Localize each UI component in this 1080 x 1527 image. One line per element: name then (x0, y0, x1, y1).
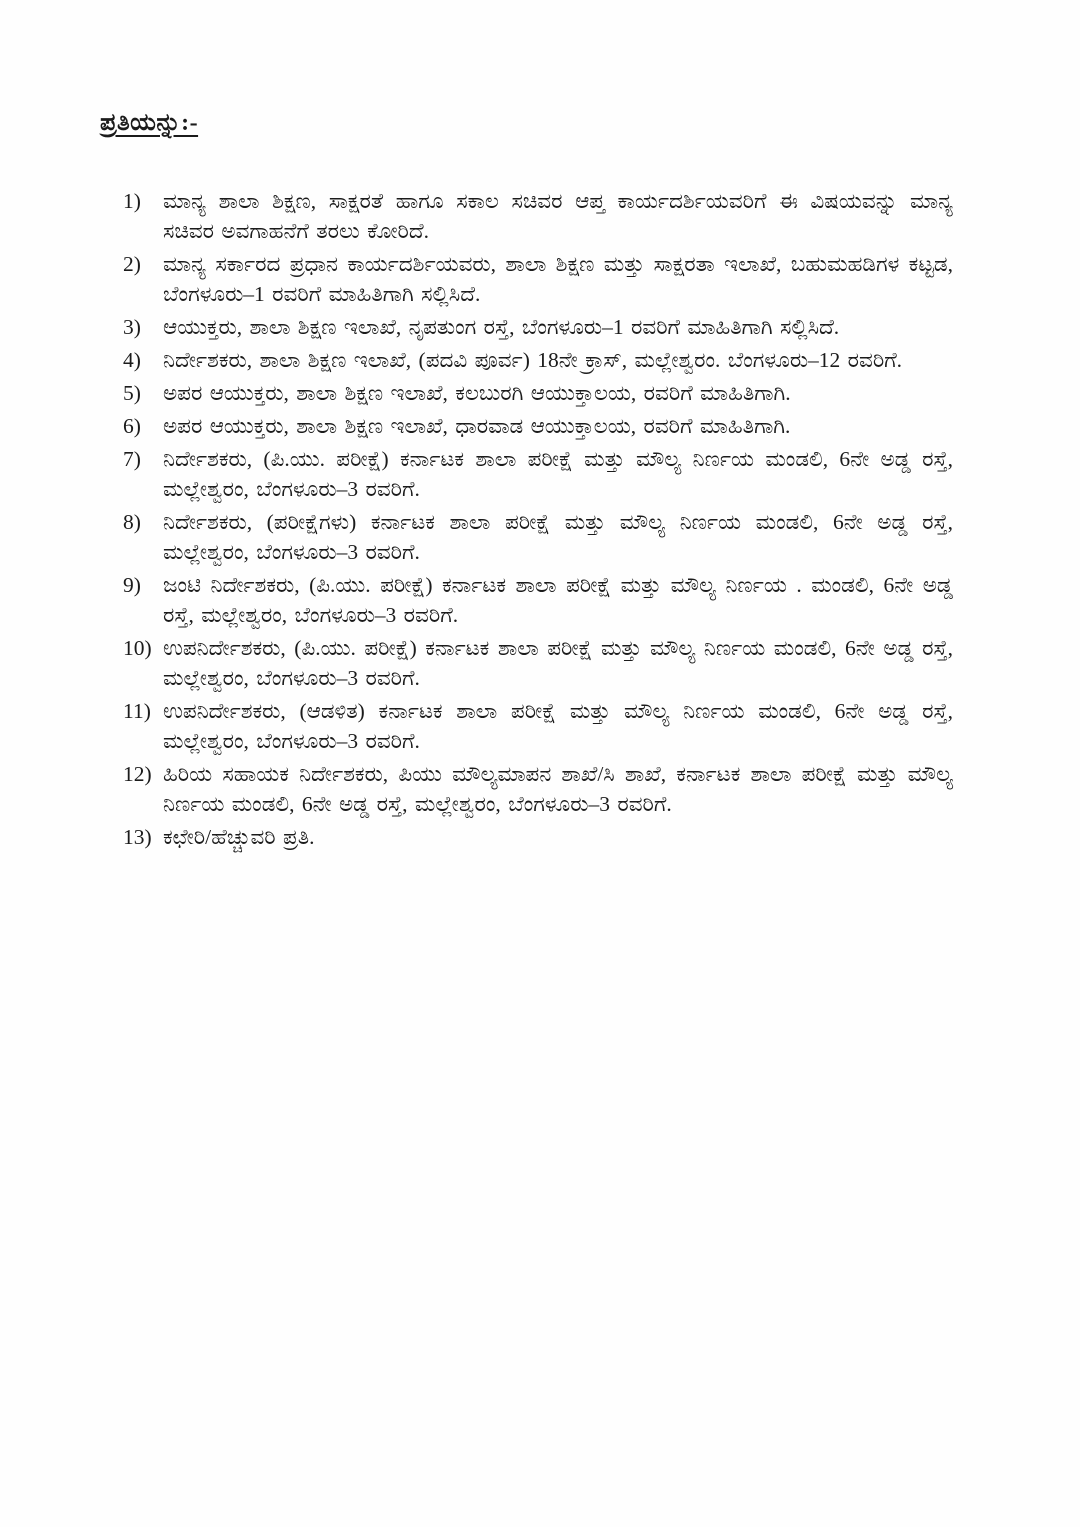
item-text: ಉಪನಿರ್ದೇಶಕರು, (ಆಡಳಿತ) ಕರ್ನಾಟಕ ಶಾಲಾ ಪರೀಕ್ಷೆ ಮತ್ತು ಮೌಲ್ಯ ನಿರ್ಣಯ ಮಂಡಲಿ, 6ನೇ ಅಡ್ಡ ರಸ್ತೆ, ಮಲ್ಲೇಶ್ವರಂ, ಬೆಂಗಳೂರು–3 ರವರಿಗೆ. (163, 699, 953, 753)
item-number: 12) (123, 762, 152, 786)
item-text: ಮಾನ್ಯ ಸರ್ಕಾರದ ಪ್ರಧಾನ ಕಾರ್ಯದರ್ಶಿಯವರು, ಶಾಲಾ ಶಿಕ್ಷಣ ಮತ್ತು ಸಾಕ್ಷರತಾ ಇಲಾಖೆ, ಬಹುಮಹಡಿಗಳ ಕಟ್ಟಡ, ಬೆಂಗಳೂರು–1 ರವರಿಗೆ ಮಾಹಿತಿಗಾಗಿ ಸಲ್ಲಿಸಿದೆ. (163, 252, 953, 306)
item-number: 13) (123, 825, 152, 849)
item-text: ನಿರ್ದೇಶಕರು, (ಪಿ.ಯು. ಪರೀಕ್ಷೆ) ಕರ್ನಾಟಕ ಶಾಲಾ ಪರೀಕ್ಷೆ ಮತ್ತು ಮೌಲ್ಯ ನಿರ್ಣಯ ಮಂಡಲಿ, 6ನೇ ಅಡ್ಡ ರಸ್ತೆ, ಮಲ್ಲೇಶ್ವರಂ, ಬೆಂಗಳೂರು–3 ರವರಿಗೆ. (163, 447, 953, 501)
item-text: ಹಿರಿಯ ಸಹಾಯಕ ನಿರ್ದೇಶಕರು, ಪಿಯು ಮೌಲ್ಯಮಾಪನ ಶಾಖೆ/ಸಿ ಶಾಖೆ, ಕರ್ನಾಟಕ ಶಾಲಾ ಪರೀಕ್ಷೆ ಮತ್ತು ಮೌಲ್ಯ ನಿರ್ಣಯ ಮಂಡಲಿ, 6ನೇ ಅಡ್ಡ ರಸ್ತೆ, ಮಲ್ಲೇಶ್ವರಂ, ಬೆಂಗಳೂರು–3 ರವರಿಗೆ. (163, 762, 953, 816)
list-item (123, 249, 953, 309)
item-number: 3) (123, 315, 141, 339)
item-number: 6) (123, 414, 141, 438)
item-text: ಅಪರ ಆಯುಕ್ತರು, ಶಾಲಾ ಶಿಕ್ಷಣ ಇಲಾಖೆ, ಕಲಬುರಗಿ ಆಯುಕ್ತಾಲಯ, ರವರಿಗೆ ಮಾಹಿತಿಗಾಗಿ. (163, 381, 791, 405)
item-number: 9) (123, 573, 141, 597)
list-item (123, 822, 953, 852)
list-item (123, 570, 953, 630)
item-number: 4) (123, 348, 141, 372)
copies-list (123, 186, 953, 855)
item-text: ಉಪನಿರ್ದೇಶಕರು, (ಪಿ.ಯು. ಪರೀಕ್ಷೆ) ಕರ್ನಾಟಕ ಶಾಲಾ ಪರೀಕ್ಷೆ ಮತ್ತು ಮೌಲ್ಯ ನಿರ್ಣಯ ಮಂಡಲಿ, 6ನೇ ಅಡ್ಡ ರಸ್ತೆ, ಮಲ್ಲೇಶ್ವರಂ, ಬೆಂಗಳೂರು–3 ರವರಿಗೆ. (163, 636, 953, 690)
item-number: 7) (123, 447, 141, 471)
list-item (123, 411, 953, 441)
list-item (123, 633, 953, 693)
item-text: ನಿರ್ದೇಶಕರು, (ಪರೀಕ್ಷೆಗಳು) ಕರ್ನಾಟಕ ಶಾಲಾ ಪರೀಕ್ಷೆ ಮತ್ತು ಮೌಲ್ಯ ನಿರ್ಣಯ ಮಂಡಲಿ, 6ನೇ ಅಡ್ಡ ರಸ್ತೆ, ಮಲ್ಲೇಶ್ವರಂ, ಬೆಂಗಳೂರು–3 ರವರಿಗೆ. (163, 510, 953, 564)
list-item (123, 378, 953, 408)
item-text: ಕಛೇರಿ/ಹೆಚ್ಚುವರಿ ಪ್ರತಿ. (163, 825, 315, 849)
item-text: ಆಯುಕ್ತರು, ಶಾಲಾ ಶಿಕ್ಷಣ ಇಲಾಖೆ, ನೃಪತುಂಗ ರಸ್ತೆ, ಬೆಂಗಳೂರು–1 ರವರಿಗೆ ಮಾಹಿತಿಗಾಗಿ ಸಲ್ಲಿಸಿದೆ. (163, 315, 840, 339)
item-text: ಜಂಟಿ ನಿರ್ದೇಶಕರು, (ಪಿ.ಯು. ಪರೀಕ್ಷೆ) ಕರ್ನಾಟಕ ಶಾಲಾ ಪರೀಕ್ಷೆ ಮತ್ತು ಮೌಲ್ಯ ನಿರ್ಣಯ . ಮಂಡಲಿ, 6ನೇ ಅಡ್ಡ ರಸ್ತೆ, ಮಲ್ಲೇಶ್ವರಂ, ಬೆಂಗಳೂರು–3 ರವರಿಗೆ. (163, 573, 953, 627)
item-text: ಮಾನ್ಯ ಶಾಲಾ ಶಿಕ್ಷಣ, ಸಾಕ್ಷರತೆ ಹಾಗೂ ಸಕಾಲ ಸಚಿವರ ಆಪ್ತ ಕಾರ್ಯದರ್ಶಿಯವರಿಗೆ ಈ ವಿಷಯವನ್ನು ಮಾನ್ಯ ಸಚಿವರ ಅವಗಾಹನೆಗೆ ತರಲು ಕೋರಿದೆ. (163, 189, 953, 243)
list-item (123, 696, 953, 756)
copies-heading: ಪ್ರತಿಯನ್ನು:- (100, 110, 199, 136)
list-item (123, 444, 953, 504)
item-number: 11) (123, 699, 151, 723)
list-item (123, 759, 953, 819)
list-item (123, 312, 953, 342)
list-item (123, 507, 953, 567)
list-item (123, 186, 953, 246)
item-text: ನಿರ್ದೇಶಕರು, ಶಾಲಾ ಶಿಕ್ಷಣ ಇಲಾಖೆ, (ಪದವಿ ಪೂರ್ವ) 18ನೇ ಕ್ರಾಸ್, ಮಲ್ಲೇಶ್ವರಂ. ಬೆಂಗಳೂರು–12 ರವರಿಗೆ. (163, 348, 903, 372)
item-number: 5) (123, 381, 141, 405)
item-number: 2) (123, 252, 141, 276)
item-text: ಅಪರ ಆಯುಕ್ತರು, ಶಾಲಾ ಶಿಕ್ಷಣ ಇಲಾಖೆ, ಧಾರವಾಡ ಆಯುಕ್ತಾಲಯ, ರವರಿಗೆ ಮಾಹಿತಿಗಾಗಿ. (163, 414, 791, 438)
item-number: 10) (123, 636, 152, 660)
list-item (123, 345, 953, 375)
item-number: 1) (123, 189, 141, 213)
item-number: 8) (123, 510, 141, 534)
